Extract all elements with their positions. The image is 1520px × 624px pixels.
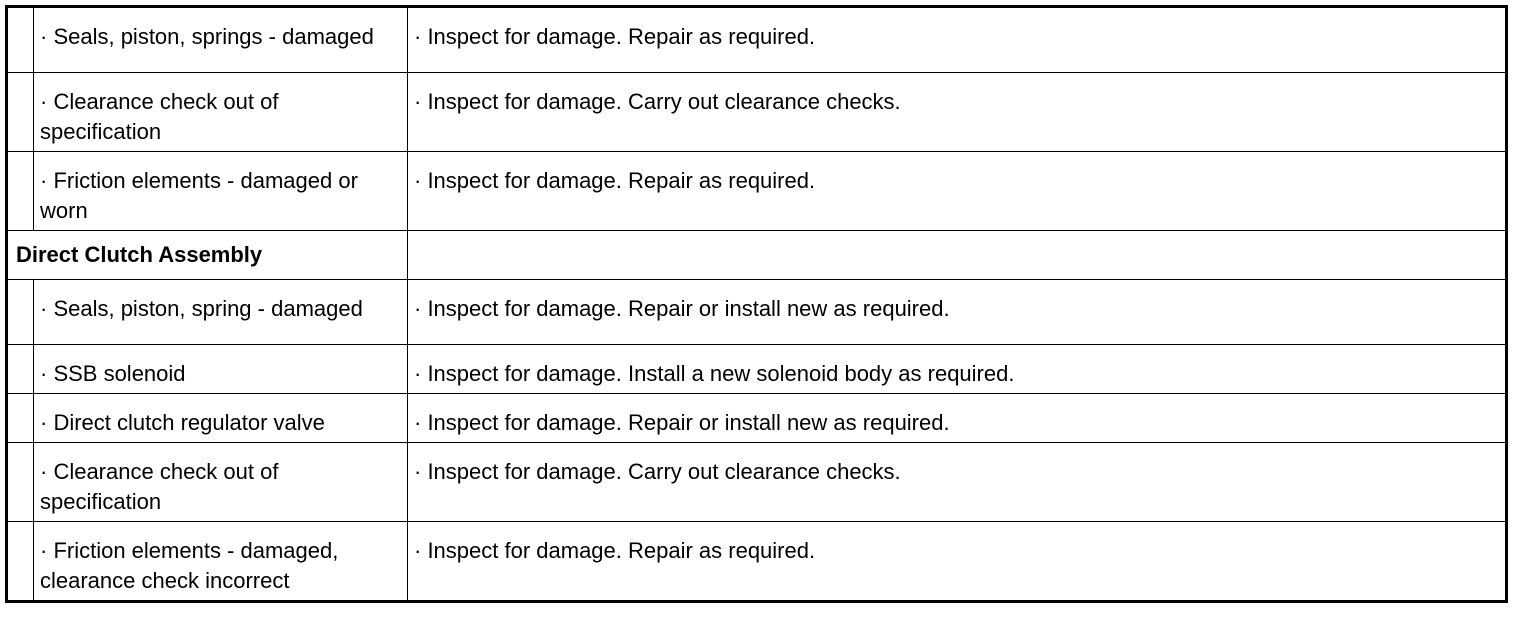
section-action-cell [408,231,1507,280]
indent-cell [7,443,34,522]
table-row [7,394,1507,443]
action-cell: · Inspect for damage. Repair as required. [408,7,1507,73]
indent-cell [7,152,34,231]
cause-cell: · Direct clutch regulator valve [34,394,408,443]
cause-cell: · Seals, piston, springs - damaged [34,7,408,73]
cause-cell: · Clearance check out of specification [34,73,408,152]
indent-cell [7,394,34,443]
cause-cell: · Clearance check out of specification [34,443,408,522]
table-row [7,73,1507,152]
table-row [7,7,1507,73]
diagnosis-table [5,5,1508,603]
action-cell: · Inspect for damage. Repair or install new as required. [408,394,1507,443]
section-title: Direct Clutch Assembly [7,231,408,280]
indent-cell [7,73,34,152]
table-row [7,443,1507,522]
action-cell: · Inspect for damage. Carry out clearance checks. [408,73,1507,152]
table-row [7,152,1507,231]
action-cell: · Inspect for damage. Repair as required. [408,522,1507,602]
cause-cell: · Seals, piston, spring - damaged [34,280,408,345]
action-cell: · Inspect for damage. Repair or install new as required. [408,280,1507,345]
indent-cell [7,522,34,602]
indent-cell [7,280,34,345]
indent-cell [7,345,34,394]
action-cell: · Inspect for damage. Repair as required. [408,152,1507,231]
table-row [7,280,1507,345]
cause-cell: · Friction elements - damaged, clearance check incorrect [34,522,408,602]
action-cell: · Inspect for damage. Carry out clearance checks. [408,443,1507,522]
section-header-row [7,231,1507,280]
indent-cell [7,7,34,73]
cause-cell: · SSB solenoid [34,345,408,394]
table-row [7,345,1507,394]
cause-cell: · Friction elements - damaged or worn [34,152,408,231]
action-cell: · Inspect for damage. Install a new solenoid body as required. [408,345,1507,394]
table-row [7,522,1507,602]
